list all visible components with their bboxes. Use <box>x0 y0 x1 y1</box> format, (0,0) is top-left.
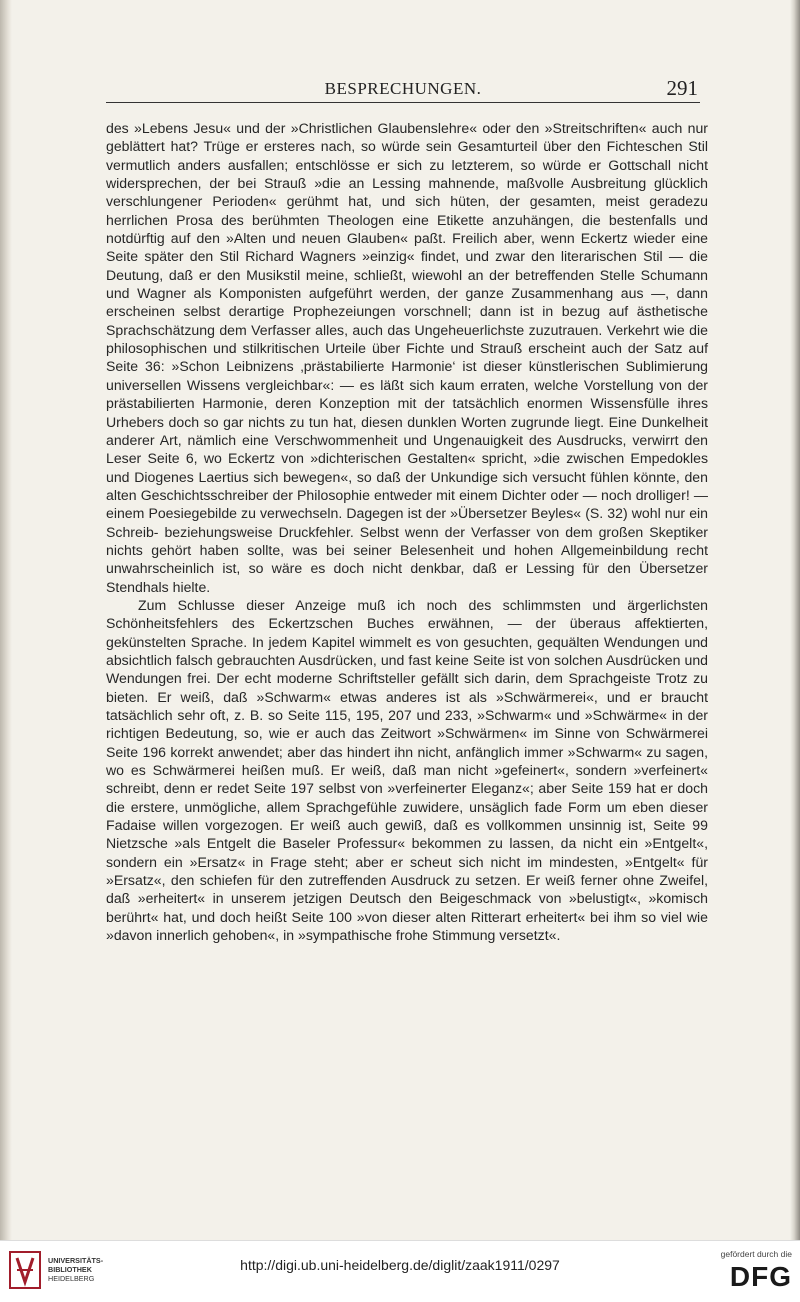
permalink-url[interactable]: http://digi.ub.uni-heidelberg.de/diglit/zaak1911/0297 <box>240 1257 560 1273</box>
paragraph: Zum Schlusse dieser Anzeige muß ich noch des schlimmsten und ärgerlichsten Schönheitsfehlers des Eckertzschen Buches erwähnen, — der überaus affektierten, gekünstelten Sprache. In jedem Kapitel wimmelt es von gesuchten, gequälten Wendungen und absichtlich falsch gebrauchten Ausdrücken, und fast keine Seite ist von solchen Ausdrücken und Wendungen frei. Der echt moderne Schriftsteller gefällt sich darin, dem Sprachgeiste Trotz zu bieten. Er weiß, daß »Schwarm« etwas anderes ist als »Schwärmerei«, und er braucht tatsächlich sehr oft, z. B. so Seite 115, 195, 207 und 233, »Schwarm« und »Schwärme« in der richtigen Bedeutung, so, wie er auch das Zeitwort »Schwärmen« im Sinne von Schwärmerei Seite 196 korrekt anwendet; aber das hindert ihn nicht, anfänglich immer »Schwarm« zu sagen, wo es Schwärmerei heißen muß. Er weiß, daß man nicht »gefeinert«, sondern »verfeinert« schreibt, denn er redet Seite 197 selbst von »verfeinerter Eleganz«; aber Seite 159 hat er doch die erstere, unmögliche, allem Sprachgefühle zuwidere, unsäglich fade Form um eben dieser Fadaise willen vorgezogen. Er weiß auch gewiß, daß es vollkommen unsinnig ist, Seite 99 Nietzsche »als Entgelt die Baseler Professur« bekommen zu lassen, da nicht ein »Entgelt«, sondern ein »Ersatz« in Frage steht; aber er scheut sich nicht im mindesten, »Entgelt« für »Ersatz«, den schiefen für den zutreffenden Ausdruck zu setzen. Er weiß ferner ohne Zweifel, daß »erheitert« in unserem jetzigen Deutsch den Beigeschmack von »belustigt«, »komisch berührt« hat, und doch heißt Seite 100 »von dieser alten Ritterart erheitert« bei ihm so viel wie »davon innerlich gehoben«, in »sympathische frohe Stimmung versetzt«. <box>106 596 708 944</box>
library-name: UNIVERSITÄTS- BIBLIOTHEK HEIDELBERG <box>48 1256 104 1283</box>
page-header <box>106 78 700 103</box>
dfg-logo[interactable]: DFG <box>729 1261 792 1292</box>
review-text <box>106 119 708 944</box>
running-title: BESPRECHUNGEN. <box>324 79 482 98</box>
page-number: 291 <box>666 76 698 100</box>
sponsor-caption: gefördert durch die <box>720 1249 792 1259</box>
viewer-footer <box>0 1240 800 1302</box>
paragraph: des »Lebens Jesu« und der »Christlichen Glaubenslehre« oder den »Streitschriften« auch nur geblättert hat? Trüge er ersteres nach, so würde sein Gesamturteil über den Fichteschen Stil vermutlich anders ausfallen; entschlösse er sich zu letzterem, so würde er Gottschall nicht widersprechen, der bei Strauß »die an Lessing mahnende, maßvolle Ausbreitung glücklich verschlungener Perioden« gerühmt hat, und sich hüten, der gesamten, meist geradezu herrlichen Prosa des berühmten Theologen eine Etikette anzuhängen, die bestenfalls und notdürftig auf den »Alten und neuen Glauben« paßt. Freilich aber, wenn Eckertz wieder eine Seite später den Stil Richard Wagners »einzig« findet, und zwar den literarischen Stil — die Deutung, daß er den Musikstil meine, schließt, wiewohl an der betreffenden Stelle Schumann und Wagner als Komponisten aufgeführt werden, der ganze Zusammenhang aus —, dann erscheinen selbst derartige Prophezeiungen vorschnell; dann ist in bezug auf ästhetische Sprachschätzung dem Verfasser alles, auch das Ungeheuerlichste zuzutrauen. Verkehrt wie die philosophischen und stilkritischen Urteile über Fichte und Strauß erscheint auch der Satz auf Seite 36: »Schon Leibnizens ‚prästabilierte Harmonie‘ ist dieser künstlerischen Sublimierung universellen Wissens vergleichbar«: — es läßt sich kaum erraten, welche Vorstellung von der prästabilierten Harmonie, deren Konzeption mit der tatsächlich enormen Wissensfülle ihres Urhebers doch so gar nichts zu tun hat, diesen dunklen Worten zugrunde liegt. Eine Dunkelheit anderer Art, nämlich eine Verschwommenheit und Ungenauigkeit des Ausdrucks, verwirrt den Leser Seite 6, wo Eckertz von »dichterischen Gestalten« spricht, »die zwischen Empedokles und Diogenes Laertius sich bewegen«, so daß der Unkundige sich versucht fühlen könnte, den alten Geschichtsschreiber der Philosophie entweder mit einem Dichter oder — noch drolliger! — einem Poesiegebilde zu verwechseln. Dagegen ist der »Übersetzer Beyles« (S. 32) wohl nur ein Schreib- beziehungsweise Druckfehler. Selbst wenn der Verfasser von dem großen Skeptiker nichts gehört haben sollte, was bei seiner Belesenheit und hohen Allgemeinbildung recht unwahrscheinlich ist, so wäre es doch nicht denkbar, daß er Lessing für den Übersetzer Stendhals hielte. <box>106 120 708 595</box>
